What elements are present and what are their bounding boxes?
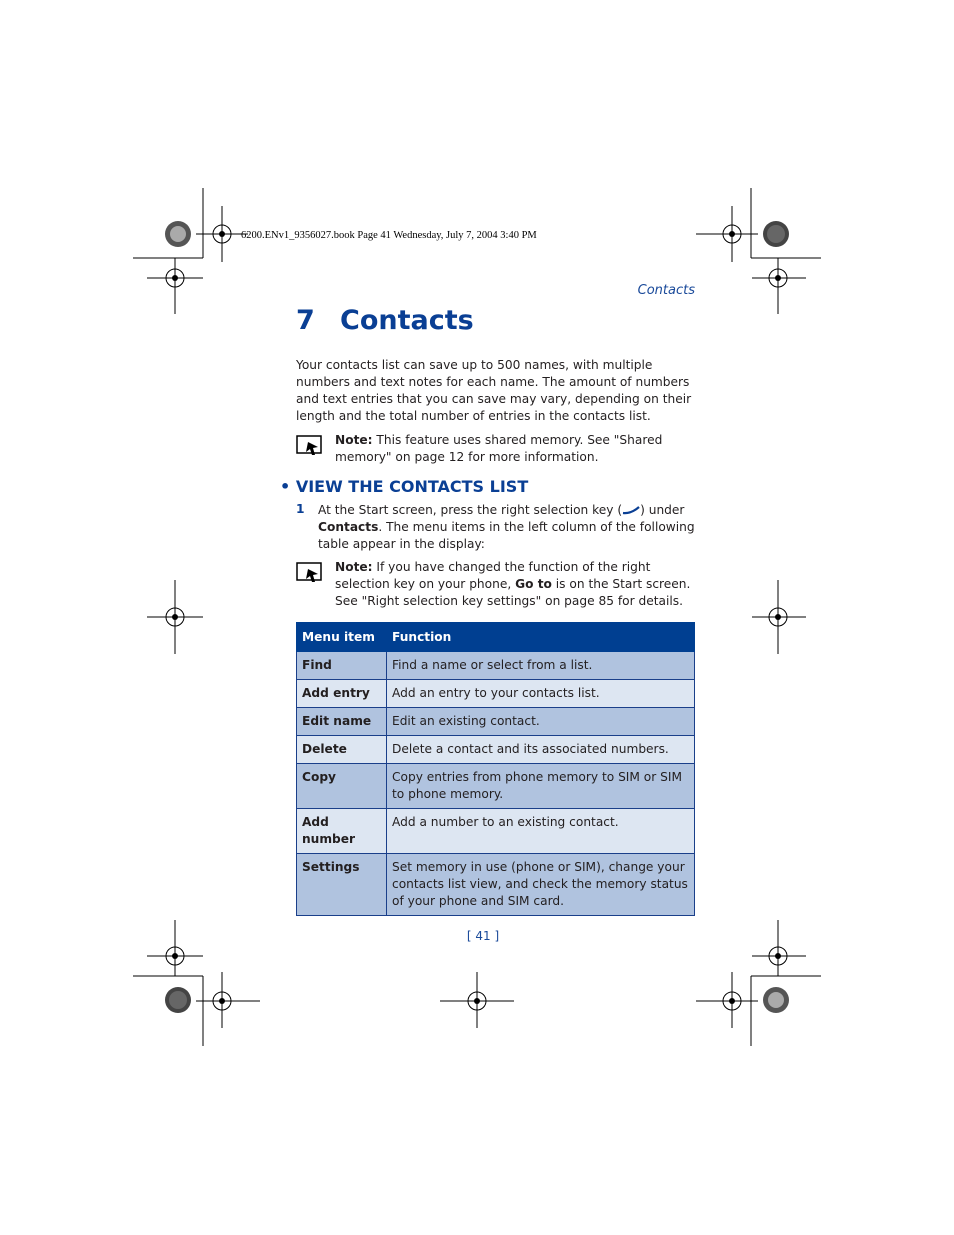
note-label: Note:: [335, 433, 373, 447]
table-row: [297, 809, 695, 854]
book-header-line: 6200.ENv1_9356027.book Page 41 Wednesday, July 7, 2004 3:40 PM: [241, 230, 537, 241]
table-row: [297, 764, 695, 809]
menu-item-cell: Delete: [297, 736, 387, 764]
intro-paragraph: Your contacts list can save up to 500 names, with multiple numbers and text notes for each name. The amount of numbers and text entries that you can save may vary, depending on their length and the total number of entries in the contacts list.: [296, 358, 692, 423]
note-shared-memory: [335, 432, 697, 466]
step-text: [318, 502, 698, 553]
function-cell: Find a name or select from a list.: [387, 652, 695, 680]
section-title: VIEW THE CONTACTS LIST: [295, 477, 529, 496]
step-text-mid: ) under: [640, 503, 685, 517]
step-text-after: . The menu items in the left column of the following table appear in the display:: [318, 520, 695, 551]
step-number: 1: [296, 502, 305, 516]
note-bold-word: Go to: [515, 577, 552, 591]
note-icon: [296, 562, 326, 584]
chapter-number: 7: [296, 305, 315, 336]
note-body-after: is on the Start screen. See "Right selection key settings" on page 85 for details.: [335, 577, 691, 608]
chapter-title: [296, 305, 474, 336]
table-row: [297, 736, 695, 764]
step-bold-word: Contacts: [318, 520, 379, 534]
note-body: This feature uses shared memory. See "Shared memory" on page 12 for more information.: [335, 433, 663, 464]
menu-item-cell: Copy: [297, 764, 387, 809]
function-cell: Add an entry to your contacts list.: [387, 680, 695, 708]
menu-item-cell: Find: [297, 652, 387, 680]
note-body-before: If you have changed the function of the right selection key on your phone,: [335, 560, 651, 591]
function-cell: Copy entries from phone memory to SIM or SIM to phone memory.: [387, 764, 695, 809]
section-bullet: •: [280, 477, 291, 496]
note-right-selection-key: [335, 559, 697, 610]
header-function: Function: [387, 623, 695, 652]
table-header-row: [297, 623, 695, 652]
running-head: Contacts: [637, 283, 695, 298]
header-menu-item: Menu item: [297, 623, 387, 652]
menu-table: [296, 622, 695, 916]
menu-item-cell: Add number: [297, 809, 387, 854]
chapter-title-text: Contacts: [340, 305, 474, 336]
note-icon: [296, 435, 326, 457]
step-text-before: At the Start screen, press the right selection key (: [318, 503, 623, 517]
function-cell: Add a number to an existing contact.: [387, 809, 695, 854]
table-row: [297, 854, 695, 916]
function-cell: Delete a contact and its associated numbers.: [387, 736, 695, 764]
function-cell: Edit an existing contact.: [387, 708, 695, 736]
table-row: [297, 708, 695, 736]
table-row: [297, 680, 695, 708]
menu-item-cell: Add entry: [297, 680, 387, 708]
menu-item-cell: Settings: [297, 854, 387, 916]
right-selection-key-icon: [622, 505, 640, 515]
function-cell: Set memory in use (phone or SIM), change your contacts list view, and check the memory status of your phone and SIM card.: [387, 854, 695, 916]
page-number: [ 41 ]: [466, 929, 500, 943]
menu-item-cell: Edit name: [297, 708, 387, 736]
note-label: Note:: [335, 560, 373, 574]
section-heading: [280, 477, 528, 496]
table-row: [297, 652, 695, 680]
